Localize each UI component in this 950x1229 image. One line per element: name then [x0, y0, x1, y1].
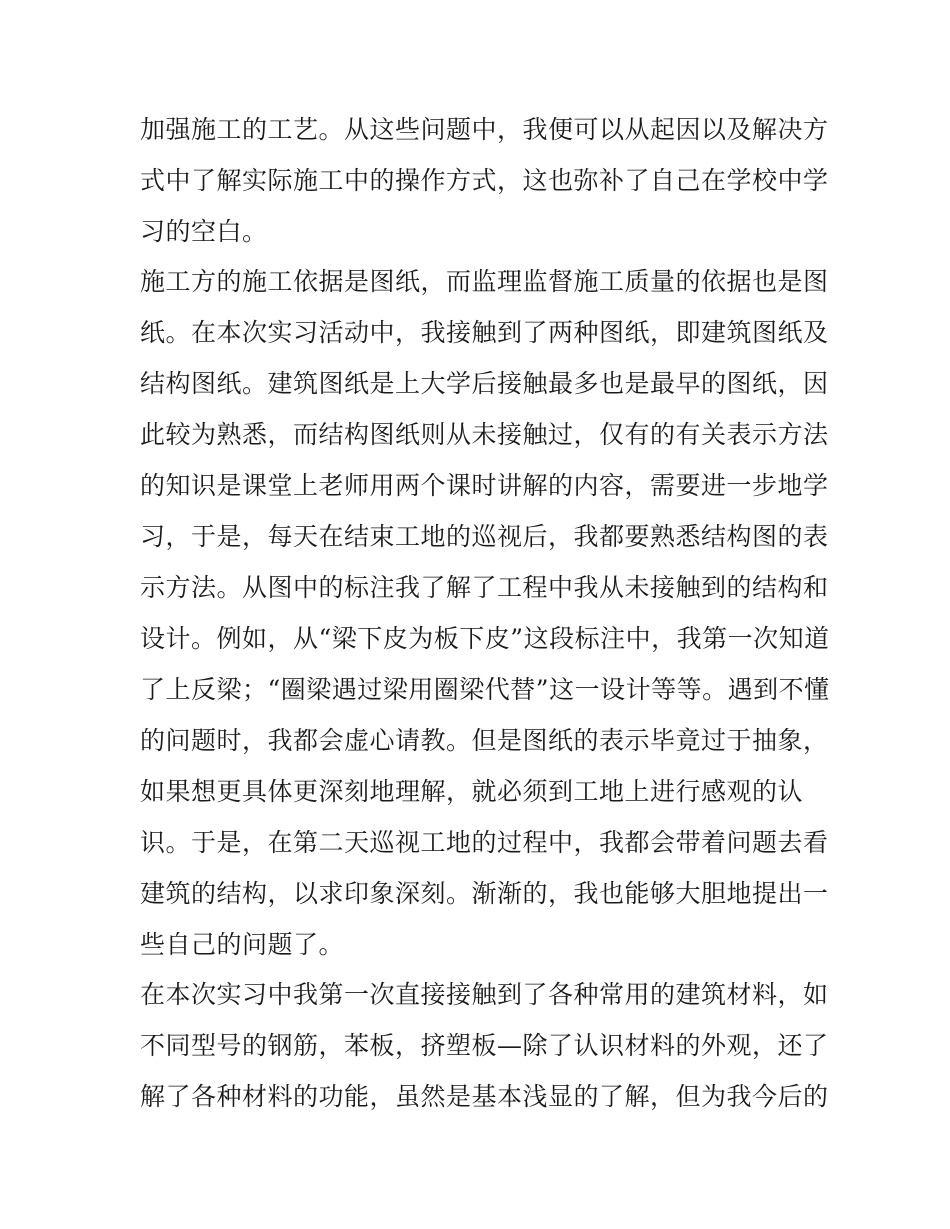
- paragraph-2-line-7: 示方法。从图中的标注我了解了工程中我从未接触到的结构和: [140, 573, 829, 602]
- paragraph-2-line-10: 的问题时，我都会虚心请教。但是图纸的表示毕竟过于抽象，: [140, 726, 829, 755]
- paragraph-2-line-8: 设计。例如，从“梁下皮为板下皮”这段标注中，我第一次知道: [140, 624, 830, 653]
- paragraph-2-line-11: 如果想更具体更深刻地理解，就必须到工地上进行感观的认: [140, 777, 804, 806]
- paragraph-1-line-1: 加强施工的工艺。从这些问题中，我便可以从起因以及解决方: [140, 115, 829, 144]
- paragraph-3-line-2: 不同型号的钢筋，苯板，挤塑板—除了认识材料的外观，还了: [140, 1031, 829, 1060]
- paragraph-2-line-2: 纸。在本次实习活动中，我接触到了两种图纸，即建筑图纸及: [140, 318, 829, 347]
- paragraph-2-line-5: 的知识是课堂上老师用两个课时讲解的内容，需要进一步地学: [140, 471, 829, 500]
- paragraph-3-line-1: 在本次实习中我第一次直接接触到了各种常用的建筑材料，如: [140, 980, 829, 1009]
- paragraph-2-line-3: 结构图纸。建筑图纸是上大学后接触最多也是最早的图纸，因: [140, 369, 829, 398]
- paragraph-1-line-2: 式中了解实际施工中的操作方式，这也弥补了自己在学校中学: [140, 166, 829, 195]
- paragraph-2-line-9: 了上反梁；“圈梁遇过梁用圈梁代替”这一设计等等。遇到不懂: [140, 675, 830, 704]
- paragraph-2-line-4: 此较为熟悉，而结构图纸则从未接触过，仅有的有关表示方法: [140, 420, 829, 449]
- paragraph-1-line-3: 习的空白。: [140, 217, 268, 246]
- paragraph-3-line-3: 解了各种材料的功能，虽然是基本浅显的了解，但为我今后的: [140, 1082, 829, 1111]
- paragraph-2-line-1: 施工方的施工依据是图纸，而监理监督施工质量的依据也是图: [140, 267, 829, 296]
- paragraph-2-line-13: 建筑的结构，以求印象深刻。渐渐的，我也能够大胆地提出一: [140, 879, 829, 908]
- paragraph-2-line-6: 习，于是，每天在结束工地的巡视后，我都要熟悉结构图的表: [140, 522, 829, 551]
- paragraph-2-line-12: 识。于是，在第二天巡视工地的过程中，我都会带着问题去看: [140, 828, 829, 857]
- paragraph-2-line-14: 些自己的问题了。: [140, 930, 345, 959]
